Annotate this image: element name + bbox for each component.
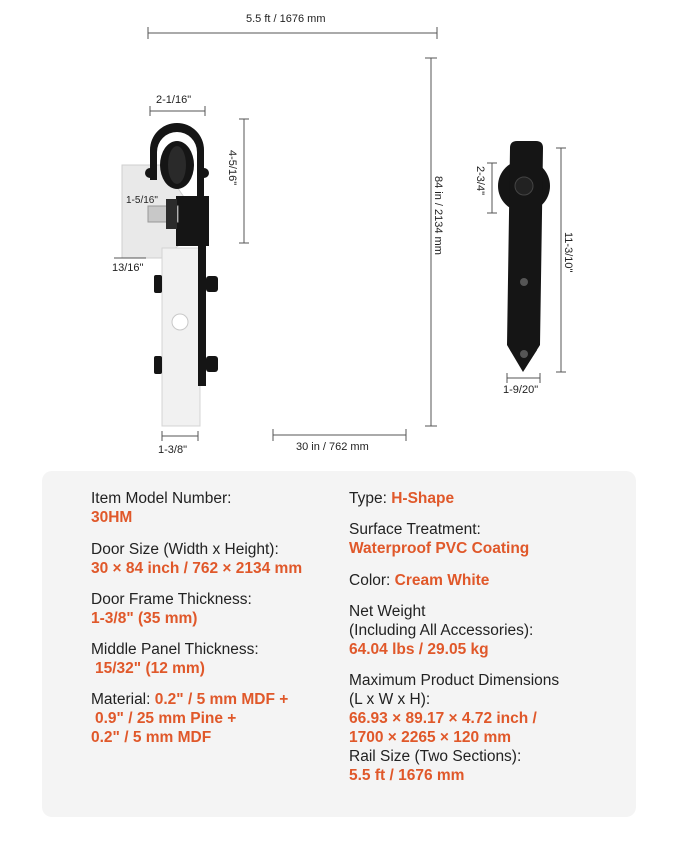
spec-rail [349,747,521,785]
spec-max-dimensions-label-2: (L x W x H): [349,691,431,708]
spec-color [349,571,489,590]
spec-weight-value: 64.04 lbs / 29.05 kg [349,641,489,658]
spec-material-value-1: 0.2" / 5 mm MDF + [154,691,289,708]
strap-height-label: 11-3/10" [562,232,574,273]
spacer-label: 13/16" [112,262,144,274]
spec-surface [349,520,529,558]
spec-model-label: Item Model Number: [91,490,232,507]
rail-length-label: 5.5 ft / 1676 mm [246,13,326,25]
strap-tip-width-label: 1-9/20" [503,384,539,396]
spec-max-dimensions-value-1: 66.93 × 89.17 × 4.72 inch / [349,710,537,727]
arrow-strap [498,141,550,372]
spec-panel-thickness-value: 15/32" (12 mm) [95,660,205,677]
spec-material-label: Material: [91,691,151,708]
spec-rail-label: Rail Size (Two Sections): [349,748,522,765]
spec-weight-label-2: (Including All Accessories): [349,622,534,639]
door-dimension-lines [273,58,437,441]
strap-top-label: 2-3/4" [474,166,486,195]
spec-door-size-label: Door Size (Width x Height): [91,541,279,558]
spec-weight-label-1: Net Weight [349,603,426,620]
spec-panel-thickness [91,640,259,678]
spec-door-size [91,540,302,578]
door-thickness-label: 1-3/8" [158,444,187,456]
spec-material [91,690,288,747]
spec-color-value: Cream White [394,572,490,589]
door-side [162,248,200,426]
spec-door-size-value: 30 × 84 inch / 762 × 2134 mm [91,560,303,577]
hanger-height-label: 4-5/16" [226,150,238,186]
spec-weight [349,602,533,659]
spec-panel-thickness-label: Middle Panel Thickness: [91,641,259,658]
spec-type [349,489,454,508]
door-bolt-cap [172,314,188,330]
spec-frame-thickness [91,590,252,628]
door-height-label: 84 in / 2134 mm [432,176,444,255]
spec-type-label: Type: [349,490,387,507]
spec-rail-value: 5.5 ft / 1676 mm [349,767,465,784]
spec-surface-value: Waterproof PVC Coating [349,540,530,557]
spec-color-label: Color: [349,572,391,589]
spec-model [91,489,231,527]
spec-material-value-2: 0.9" / 25 mm Pine + [95,710,237,727]
door-width-label: 30 in / 762 mm [296,441,369,453]
spec-frame-thickness-value: 1-3/8" (35 mm) [91,610,198,627]
spec-max-dimensions [349,671,559,747]
spec-surface-label: Surface Treatment: [349,521,481,538]
hanger-width-label: 2-1/16" [156,94,192,106]
wheel-offset-label: 1-5/16" [126,195,158,206]
spec-max-dimensions-label-1: Maximum Product Dimensions [349,672,560,689]
spec-frame-thickness-label: Door Frame Thickness: [91,591,252,608]
spec-model-value: 30HM [91,509,133,526]
rail-dimension-line [148,27,437,39]
spec-type-value: H-Shape [391,490,455,507]
spec-max-dimensions-value-2: 1700 × 2265 × 120 mm [349,729,512,746]
spec-material-value-3: 0.2" / 5 mm MDF [91,729,212,746]
